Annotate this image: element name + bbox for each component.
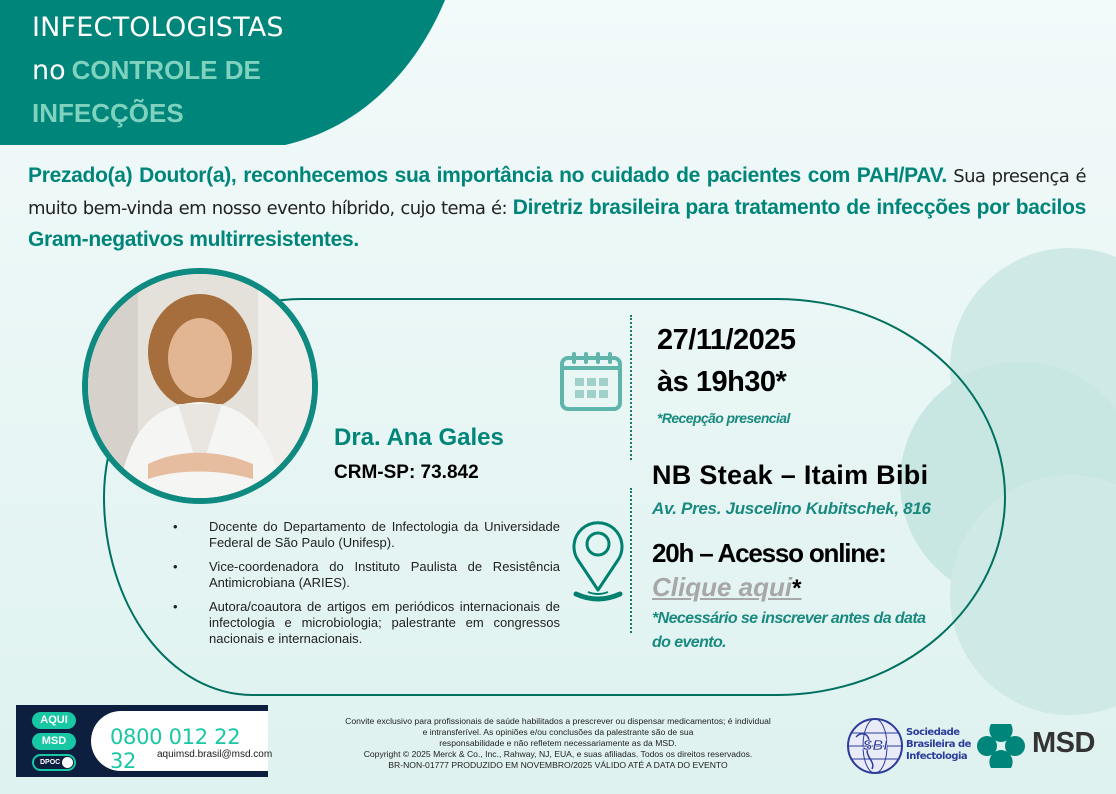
disclaimer-line: Copyright © 2025 Merck & Co., Inc., Rahway, NJ, EUA, e suas afiliadas. Todos os direitos reservados. [363,749,753,759]
toggle-knob-icon [62,757,73,768]
svg-text:SBI: SBI [862,737,888,754]
speaker-bio-list [172,519,560,655]
register-link-wrap [652,572,801,603]
bio-item: • Docente do Departamento de Infectologia da Universidade Federal de São Paulo (Unifesp). [172,519,560,551]
title-line-1: INFECTOLOGISTAS [32,12,284,43]
bio-item: • Autora/coautora de artigos em periódicos internacionais de infectologia e microbiologia; palestrante em congressos nacionais e internacionais. [172,599,560,647]
speaker-portrait [88,274,312,498]
reception-note: *Recepção presencial [657,410,790,426]
tag-dpoc-label: DPOC [40,759,61,766]
calendar-icon [560,350,622,412]
sbi-globe-logo-icon [846,717,904,775]
aqui-msd-hotline-banner [16,705,273,777]
intro-greeting: Prezado(a) Doutor(a), reconhecemos sua importância no cuidado de pacientes com PAH/PAV. [28,164,947,187]
event-address: Av. Pres. Juscelino Kubitschek, 816 [652,499,931,518]
event-date: 27/11/2025 [657,324,796,356]
sbi-line: Infectologia [906,751,968,762]
event-venue: NB Steak – Itaim Bibi [652,460,929,490]
speaker-name: Dra. Ana Gales [334,424,504,451]
title-prefix: no [32,55,66,86]
msd-logo-icon [977,722,1025,770]
hotline-phone[interactable]: 0800 012 22 32 [110,725,241,773]
disclaimer-line: BR-NON-01777 PRODUZIDO EM NOVEMBRO/2025 VÁLIDO ATÉ A DATA DO EVENTO [388,760,728,770]
disclaimer-line: e intransferível. As opiniões e/ou conclusões da palestrante são de sua [422,727,694,737]
sbi-line: Sociedade [906,727,960,738]
tag-dpoc-toggle [32,754,76,771]
tag-msd: MSD [32,733,76,750]
legal-disclaimer [292,716,824,771]
intro-theme: Diretriz brasileira para tratamento de infecções por bacilos Gram-negativos multirresistentes. [28,196,1086,251]
intro-body: Sua presença é muito bem-vinda em nosso evento híbrido, cujo tema é: [28,166,1086,219]
speaker-crm: CRM-SP: 73.842 [334,462,479,483]
intro-paragraph [28,160,1086,255]
sbi-name [906,727,971,763]
registration-note: *Necessário se inscrever antes da data do evento. [652,610,926,651]
location-pin-icon [572,520,624,604]
title-line-3: INFECÇÕES [32,98,184,128]
title-line-2 [32,55,261,86]
divider-dotted [630,315,632,460]
tag-aqui: AQUI [32,712,76,729]
title-accent: CONTROLE DE [71,55,261,85]
click-here-link[interactable]: Clique aqui [652,572,793,602]
event-time: às 19h30* [657,366,787,398]
speaker-photo [82,268,318,504]
hotline-email[interactable]: aquimsd.brasil@msd.com [157,749,273,760]
divider-dotted [630,488,632,633]
bio-item: • Vice-coordenadora do Instituto Paulista de Resistência Antimicrobiana (ARIES). [172,559,560,591]
click-asterisk: * [792,575,802,602]
header-banner [0,0,450,145]
sbi-line: Brasileira de [906,739,971,750]
online-access-label: 20h – Acesso online: [652,538,886,568]
msd-wordmark: MSD [1032,727,1095,759]
disclaimer-line: Convite exclusivo para profissionais de saúde habilitados a prescrever ou dispensar medicamentos; é individual [345,716,771,726]
disclaimer-line: responsabilidade e não refletem necessariamente as da MSD. [439,738,677,748]
